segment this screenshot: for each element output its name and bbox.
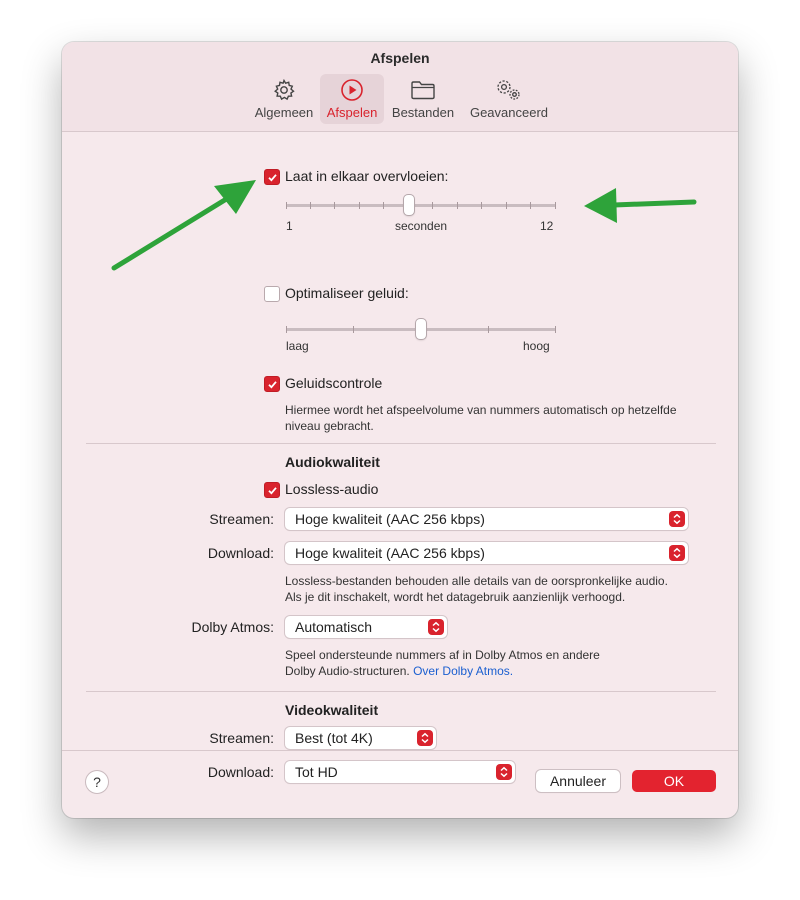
crossfade-max-label: 12 [540,219,554,233]
video-streaming-label: Streamen: [209,730,274,746]
about-dolby-atmos-link[interactable]: Over Dolby Atmos. [413,664,514,678]
sound-enhancer-max-label: hoog [523,339,550,353]
sound-check-description-line-2: niveau gebracht. [285,419,374,433]
select-value: Hoge kwaliteit (AAC 256 kbps) [295,511,485,527]
help-button[interactable]: ? [86,771,108,793]
sound-check-label: Geluidscontrole [285,375,383,391]
crossfade-min-label: 1 [286,219,293,233]
tab-label: Bestanden [391,105,455,120]
tab-label: Geavanceerd [469,105,549,120]
audio-streaming-label: Streamen: [209,511,274,527]
sound-enhancer-label: Optimaliseer geluid: [285,285,409,301]
green-arrow-left-icon [114,180,256,268]
sound-enhancer-min-label: laag [286,339,309,353]
ok-button[interactable]: OK [632,770,716,792]
video-download-label: Download: [207,764,274,780]
tab-label: Algemeen [254,105,314,120]
tab-label: Afspelen [326,105,378,120]
audio-quality-title: Audiokwaliteit [285,454,380,470]
select-value: Hoge kwaliteit (AAC 256 kbps) [295,545,485,561]
dolby-description-text: Dolby Audio-structuren. [285,664,410,678]
cancel-button[interactable]: Annuleer [536,770,620,792]
lossless-audio-label: Lossless-audio [285,481,379,497]
audio-download-label: Download: [207,545,274,561]
select-value: Automatisch [295,619,373,635]
video-quality-title: Videokwaliteit [285,702,379,718]
crossfade-label: Laat in elkaar overvloeien: [285,168,449,184]
dolby-description-line-1: Speel ondersteunde nummers af in Dolby Atmos en andere [285,648,600,662]
sound-check-description-line-1: Hiermee wordt het afspeelvolume van nummers automatisch op hetzelfde [285,403,677,417]
lossless-description-line-2: Als je dit inschakelt, wordt het datagebruik aanzienlijk verhoogd. [285,590,626,604]
window-title: Afspelen [370,50,430,66]
green-arrow-right-icon [584,188,694,223]
crossfade-unit-label: seconden [395,219,448,233]
select-value: Tot HD [295,764,338,780]
select-value: Best (tot 4K) [295,730,373,746]
dolby-atmos-label: Dolby Atmos: [191,619,274,635]
lossless-description-line-1: Lossless-bestanden behouden alle details van de oorspronkelijke audio. [285,574,668,588]
